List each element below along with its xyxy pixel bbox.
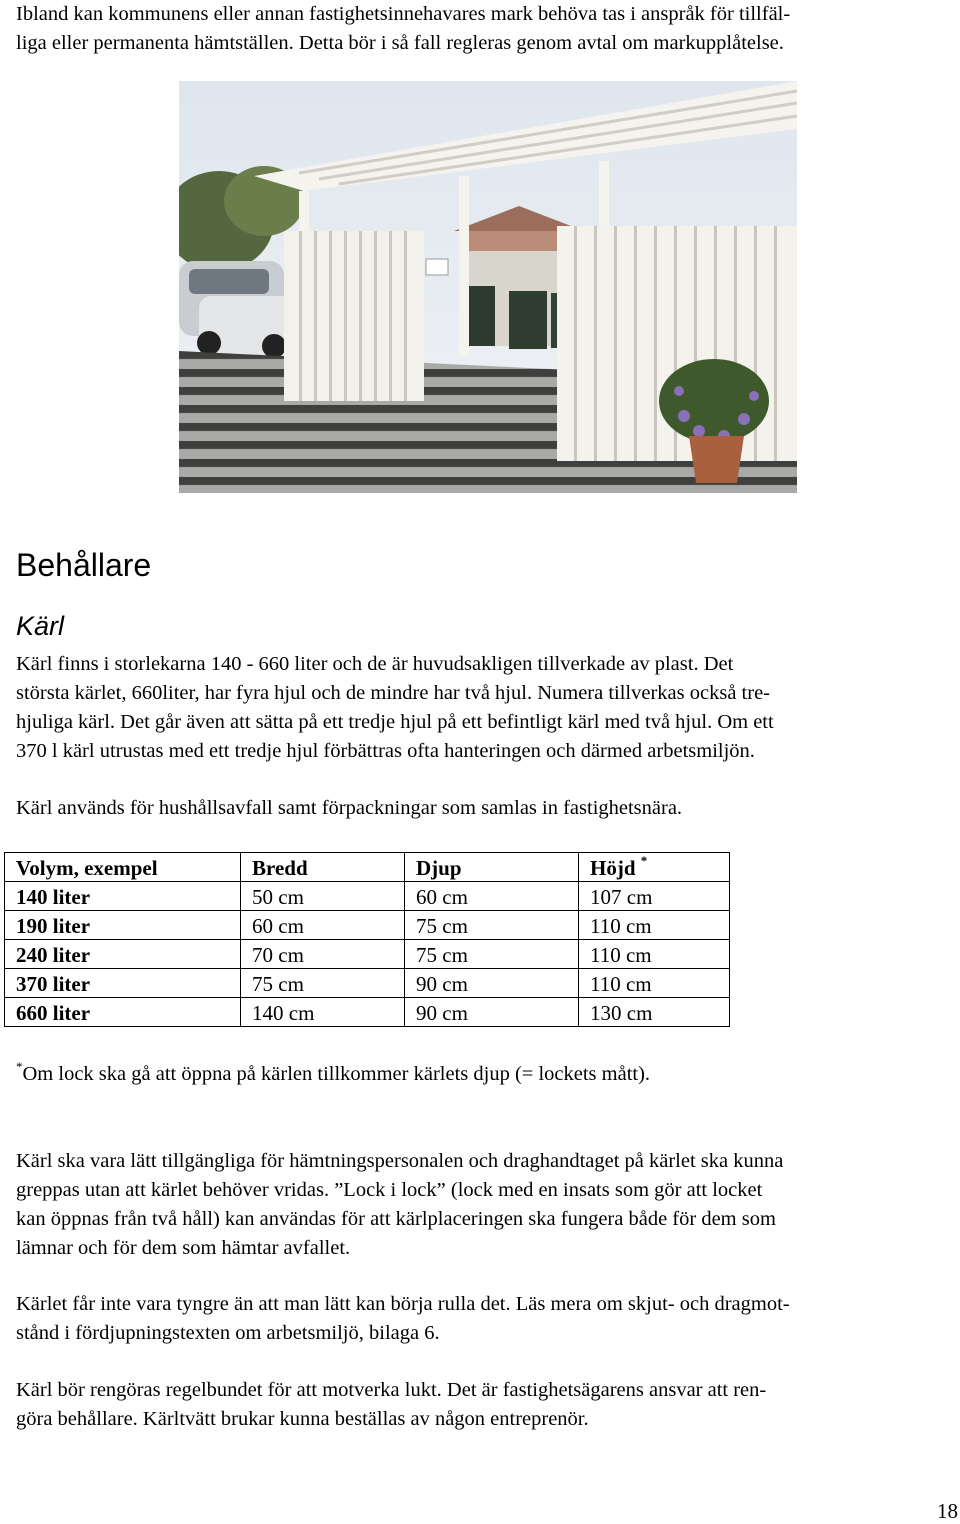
header-label: Höjd [590,856,636,880]
table-header-cell: Bredd [241,853,405,882]
table-row [5,940,730,969]
body-paragraph [16,794,951,823]
footnote-marker: * [640,853,648,868]
text-line: Kärl finns i storlekarna 140 - 660 liter och de är huvudsakligen tillverkade av plast. Det [16,653,734,675]
table-cell: 190 liter [5,911,241,940]
table-cell: 110 cm [579,940,730,969]
text-line: greppas utan att kärlet behöver vridas. ”Lock i lock” (lock med en insats som gör att locket [16,1179,763,1201]
text-line: Kärl ska vara lätt tillgängliga för hämtningspersonalen och draghandtaget på kärlet ska kunna [16,1150,784,1172]
table-cell: 90 cm [405,998,579,1027]
table-cell: 60 cm [405,882,579,911]
table-cell: 110 cm [579,969,730,998]
text-line: kan öppnas från två håll) kan användas för att kärlplaceringen ska fungera både för dem som [16,1208,776,1230]
text-line: Kärlet får inte vara tyngre än att man lätt kan börja rulla det. Läs mera om skjut- och dragmot- [16,1293,790,1315]
page-number: 18 [937,1499,958,1523]
table-row [5,911,730,940]
text-line: hjuliga kärl. Det går även att sätta på ett tredje hjul på ett befintligt kärl med två hjul. Om ett [16,711,774,733]
waste-shelter-illustration [179,81,797,493]
footnote-marker: * [16,1059,23,1074]
table-cell: 110 cm [579,911,730,940]
intro-paragraph [16,0,951,58]
text-line: stånd i fördjupningstexten om arbetsmiljö, bilaga 6. [16,1322,440,1344]
bin-size-table [4,852,730,1027]
table-cell: 370 liter [5,969,241,998]
table-header-row [5,853,730,882]
body-paragraph [16,1290,951,1348]
table-cell: 75 cm [405,911,579,940]
table-cell: 75 cm [241,969,405,998]
text-line: göra behållare. Kärltvätt brukar kunna beställas av någon entreprenör. [16,1408,589,1430]
table-header-cell: Volym, exempel [5,853,241,882]
table-row [5,882,730,911]
table-cell: 75 cm [405,940,579,969]
table-row [5,969,730,998]
table-cell: 107 cm [579,882,730,911]
text-line: Kärl bör rengöras regelbundet för att motverka lukt. Det är fastighetsägarens ansvar att ren- [16,1379,767,1401]
table-cell: 140 liter [5,882,241,911]
waste-shelter-photo [179,81,797,493]
table-cell: 140 cm [241,998,405,1027]
subsection-heading: Kärl [16,611,65,641]
table-cell: 50 cm [241,882,405,911]
table-cell: 60 cm [241,911,405,940]
text-line: lämnar och för dem som hämtar avfallet. [16,1237,351,1259]
body-paragraph [16,1376,951,1434]
table-header-cell: Djup [405,853,579,882]
table-cell: 240 liter [5,940,241,969]
section-heading: Behållare [16,547,152,583]
footnote-text: Om lock ska gå att öppna på kärlen tillkommer kärlets djup (= lockets mått). [22,1063,651,1085]
table-footnote [16,1060,951,1089]
table-cell: 130 cm [579,998,730,1027]
table-row [5,998,730,1027]
text-line: Kärl används för hushållsavfall samt förpackningar som samlas in fastighetsnära. [16,797,683,819]
table-header-cell [579,853,730,882]
text-line: 370 l kärl utrustas med ett tredje hjul förbättras ofta hanteringen och därmed arbetsmiljön. [16,740,755,762]
body-paragraph [16,650,951,766]
body-paragraph [16,1147,951,1263]
footnote-line [16,1060,951,1089]
table-cell: 90 cm [405,969,579,998]
table-cell: 660 liter [5,998,241,1027]
text-line: liga eller permanenta hämtställen. Detta bör i så fall regleras genom avtal om markupplåtelse. [16,32,784,54]
text-line: största kärlet, 660liter, har fyra hjul och de mindre har två hjul. Numera tillverkas också tre- [16,682,771,704]
text-line: Ibland kan kommunens eller annan fastighetsinnehavares mark behöva tas i anspråk för tillfäl- [16,3,791,25]
table-cell: 70 cm [241,940,405,969]
